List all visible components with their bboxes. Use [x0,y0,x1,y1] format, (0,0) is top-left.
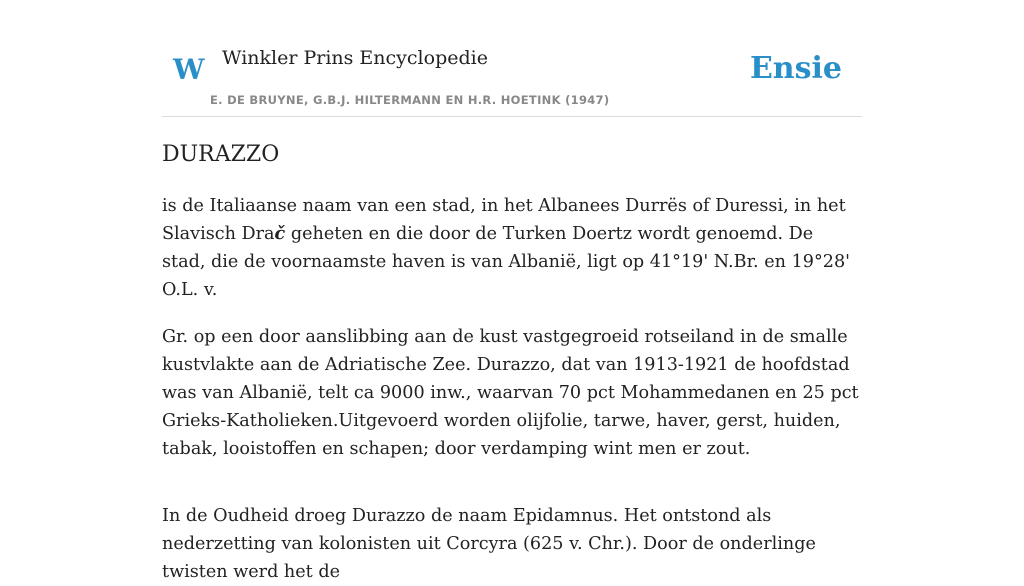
special-character: č [274,223,286,244]
article-body [162,192,862,586]
paragraph-1-text-start: is de Italiaanse naam van een stad, in het Albanees Durrës of Duressi, in het Slavisch Dra [162,196,846,244]
site-logo-icon[interactable]: W [173,53,205,86]
site-title-link[interactable]: Winkler Prins Encyclopedie [222,47,488,69]
paragraph-3: In de Oudheid droeg Durazzo de naam Epidamnus. Het ontstond als nederzetting van kolonisten uit Corcyra (625 v. Chr.). Door de onderlinge twisten werd het de [162,506,816,582]
authors-byline: E. DE BRUYNE, G.B.J. HILTERMANN EN H.R. HOETINK (1947) [210,93,610,107]
paragraph-2: Gr. op een door aanslibbing aan de kust vastgegroeid rotseiland in de smalle kustvlakte aan de Adriatische Zee. Durazzo, dat van 1913-1921 de hoofdstad was van Albanië, telt ca 9000 inw., waarvan 70 pct Mohammedanen en 25 pct Grieks-Katholieken.Uitgevoerd worden olijfolie, tarwe, haver, gerst, huiden, tabak, looistoffen en schapen; door verdamping wint men er zout. [162,327,859,459]
paragraph-1-text-end: geheten en die door de Turken Doertz wordt genoemd. De stad, die de voornaamste haven is van Albanië, ligt op 41°19' N.Br. en 19°28' O.L. v. [162,224,850,300]
article-title: DURAZZO [162,142,280,167]
brand-logo-link[interactable]: Ensie [749,51,842,86]
page-header [162,0,862,117]
paragraph-1 [162,192,862,304]
